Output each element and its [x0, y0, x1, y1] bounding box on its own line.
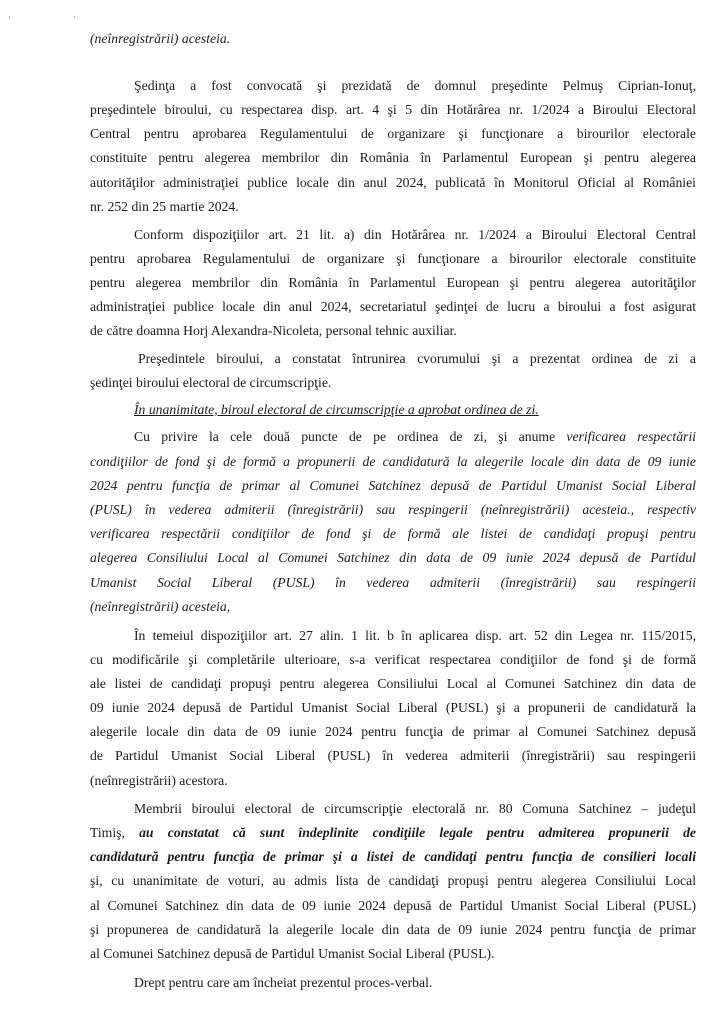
- text-run: În temeiul dispoziţiilor art. 27 alin. 1 lit. b în aplicarea disp. art. 52 din Legea nr. 115/2015,: [134, 628, 696, 643]
- text-run: constituite pentru alegerea membrilor din România în Parlamentul European şi pentru alegerea: [90, 150, 696, 165]
- text-line: [90, 848, 696, 866]
- text-run: verificarea respectării: [566, 429, 696, 444]
- text-run: Şedinţa a fost convocată şi prezidată de domnul preşedinte Pelmuş Ciprian-Ionuţ,: [134, 78, 696, 93]
- text-line: [90, 501, 696, 519]
- text-run: Preşedintele biroului, a constatat întrunirea cvorumului şi a prezentat ordinea de zi a: [138, 351, 696, 366]
- text-run: condiţiilor de fond şi de formă a propunerii de candidatură la alegerile locale din data de 09 iunie: [90, 454, 696, 469]
- text-run: de către doamna Horj Alexandra-Nicoleta, personal tehnic auxiliar.: [90, 323, 457, 338]
- text-line: [90, 921, 696, 939]
- text-line: [90, 174, 696, 192]
- text-run: Timiş,: [90, 825, 140, 840]
- text-line: [90, 477, 696, 495]
- text-line: [134, 226, 696, 244]
- text-run: de Partidul Umanist Social Liberal (PUSL) în vederea admiterii (înregistrării) sau respingerii: [90, 748, 696, 763]
- text-line: [90, 872, 696, 890]
- text-run: verificarea respectării condiţiilor de fond şi de formă ale listei de candidaţi propuşi pentru: [90, 526, 696, 541]
- text-line: [134, 800, 696, 818]
- text-line: [90, 747, 696, 765]
- text-line: [90, 149, 696, 167]
- text-run: Cu privire la cele două puncte de pe ordinea de zi, şi anume: [134, 429, 567, 444]
- text-run: au constatat că sunt îndeplinite condiţiile legale pentru admiterea propunerii de: [139, 825, 696, 840]
- text-line: [90, 574, 696, 592]
- text-line: [90, 598, 230, 616]
- text-line: [90, 298, 696, 316]
- text-run: administraţiei publice locale din anul 2024, secretariatul şedinţei de lucru a biroului a fost asigurat: [90, 299, 696, 314]
- text-line: [134, 77, 696, 95]
- text-line: [90, 125, 696, 143]
- text-run: Membrii biroului electoral de circumscripţie electorală nr. 80 Comuna Satchinez – judeţul: [134, 801, 696, 816]
- text-line: [134, 627, 696, 645]
- text-run: Drept pentru care am încheiat prezentul proces-verbal.: [134, 975, 433, 990]
- text-line: [90, 374, 331, 392]
- text-run: alegerea Consiliului Local al Comunei Satchinez din data de 09 iunie 2024 depusă de Partidul: [90, 550, 696, 565]
- text-run: al Comunei Satchinez din data de 09 iunie 2024 depusă de Partidul Umanist Social Liberal (PUSL): [90, 898, 696, 913]
- text-line: [90, 945, 494, 963]
- text-line: [90, 549, 696, 567]
- text-line: [134, 401, 539, 419]
- text-line: [90, 699, 696, 717]
- text-line: [90, 274, 696, 292]
- text-line: [134, 428, 696, 446]
- text-line: [90, 453, 696, 471]
- text-line: [90, 525, 696, 543]
- text-run: Conform dispoziţiilor art. 21 lit. a) din Hotărârea nr. 1/2024 a Biroului Electoral Central: [134, 227, 696, 242]
- text-line: [90, 651, 696, 669]
- text-run: alegerile locale din data de 09 iunie 2024 pentru funcţia de primar al Comunei Satchinez depusă: [90, 724, 696, 739]
- text-run: al Comunei Satchinez depusă de Partidul Umanist Social Liberal (PUSL).: [90, 946, 495, 961]
- text-run: 2024 pentru funcţia de primar al Comunei Satchinez depusă de Partidul Umanist Social Liberal: [90, 478, 696, 493]
- text-line: [90, 897, 696, 915]
- text-line: [90, 250, 696, 268]
- text-line: [90, 772, 228, 790]
- text-run: candidatură pentru funcţia de primar şi a listei de candidaţi pentru funcţia de consilieri locali: [90, 849, 696, 864]
- text-run: Umanist Social Liberal (PUSL) în vederea admiterii (înregistrării) sau respingerii: [90, 575, 696, 590]
- text-line: [90, 824, 696, 842]
- text-line: [90, 30, 230, 48]
- scan-specks: · ·: [8, 12, 107, 22]
- text-run: autorităţilor administraţiei publice locale din anul 2024, publicată în Monitorul Oficial al României: [90, 175, 696, 190]
- text-run: ale listei de candidaţi propuşi pentru alegerea Consiliului Local al Comunei Satchinez din data de: [90, 676, 696, 691]
- text-run: cu modificările şi completările ulterioare, s-a verificat respectarea condiţiilor de fond şi de formă: [90, 652, 696, 667]
- text-run: 09 iunie 2024 depusă de Partidul Umanist Social Liberal (PUSL) şi a propunerii de candidatură la: [90, 700, 696, 715]
- text-line: [138, 350, 696, 368]
- text-run: şi, cu unanimitate de voturi, au admis lista de candidaţi propuşi pentru alegerea Consiliului Local: [90, 873, 696, 888]
- text-line: [90, 322, 457, 340]
- text-run: (neînregistrării) acesteia,: [90, 599, 231, 614]
- text-line: [90, 101, 696, 119]
- text-line: [134, 974, 432, 992]
- text-run: În unanimitate, biroul electoral de circumscripţie a aprobat ordinea de zi.: [134, 402, 539, 417]
- text-line: [90, 723, 696, 741]
- text-run: nr. 252 din 25 martie 2024.: [90, 199, 239, 214]
- text-run: pentru aprobarea Regulamentului de organizare şi funcţionare a birourilor electorale constituite: [90, 251, 696, 266]
- text-run: Central pentru aprobarea Regulamentului de organizare şi funcţionare a birourilor electorale: [90, 126, 696, 141]
- text-run: şedinţei biroului electoral de circumscripţie.: [90, 375, 332, 390]
- text-run: (PUSL) în vederea admiterii (înregistrării) sau respingerii (neînregistrării) acesteia., respectiv: [90, 502, 696, 517]
- text-line: [90, 675, 696, 693]
- text-run: pentru alegerea membrilor din România în Parlamentul European şi pentru alegerea autorităţilor: [90, 275, 696, 290]
- text-run: (neînregistrării) acestora.: [90, 773, 228, 788]
- text-run: şi propunerea de candidatură la alegerile locale din data de 09 iunie 2024 pentru funcţia de primar: [90, 922, 696, 937]
- text-line: [90, 198, 239, 216]
- text-run: (neînregistrării) acesteia.: [90, 31, 231, 46]
- text-run: preşedintele biroului, cu respectarea disp. art. 4 şi 5 din Hotărârea nr. 1/2024 a Biroului Electoral: [90, 102, 696, 117]
